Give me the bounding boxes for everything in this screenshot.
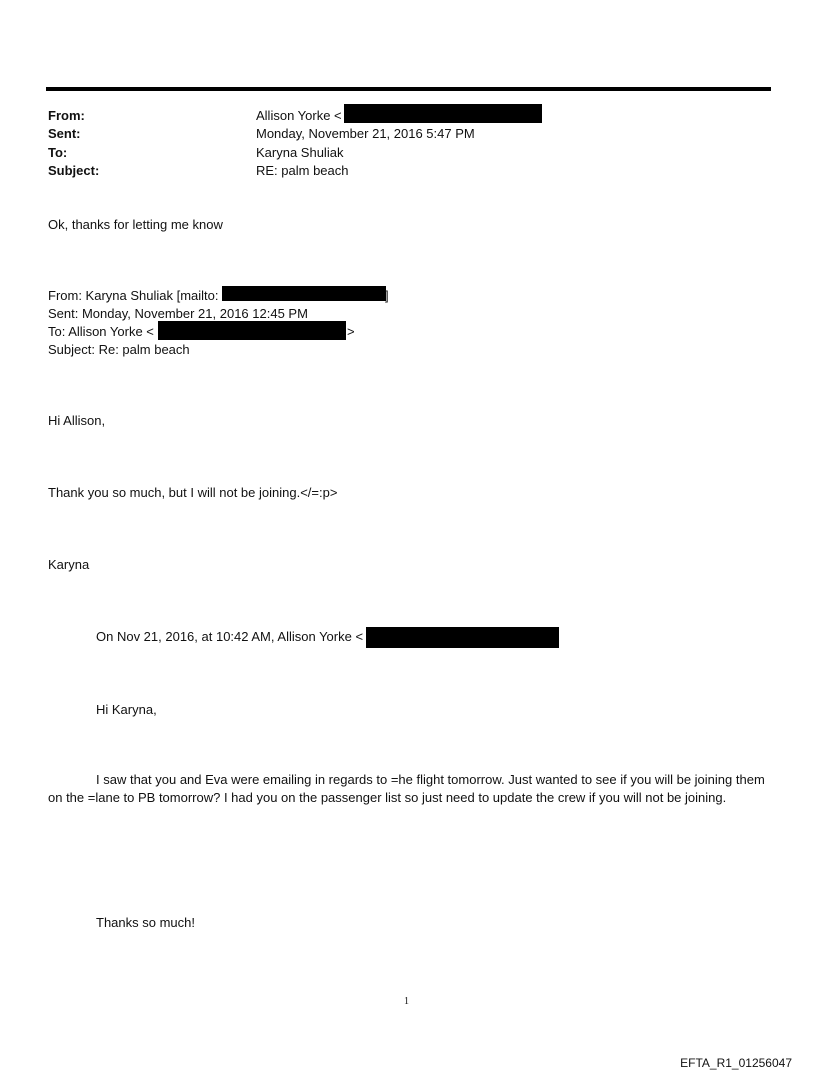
quoted1-sent: Sent: Monday, November 21, 2016 12:45 PM <box>48 306 308 321</box>
page-number: 1 <box>404 996 409 1007</box>
to-label: To: <box>48 145 68 160</box>
quoted1-to-close: > <box>347 324 355 339</box>
signoff-karyna: Karyna <box>48 557 90 572</box>
document-id: EFTA_R1_01256047 <box>680 1056 792 1070</box>
redaction-quoted2-email <box>366 627 559 648</box>
greeting-karyna: Hi Karyna, <box>96 702 157 717</box>
subject-label: Subject: <box>48 163 100 178</box>
quoted1-to: To: Allison Yorke < <box>48 324 154 339</box>
to-value: Karyna Shuliak <box>256 145 344 160</box>
header-rule <box>46 87 771 91</box>
quoted1-subject: Subject: Re: palm beach <box>48 342 190 357</box>
redaction-from-email <box>344 104 542 123</box>
redaction-quoted1-email <box>222 286 386 301</box>
reply-body: Ok, thanks for letting me know <box>48 217 223 232</box>
from-value: Allison Yorke < <box>256 108 342 123</box>
redaction-quoted1-to-email <box>158 321 346 340</box>
quoted1-from-text: From: Karyna Shuliak [mailto: <box>48 288 219 303</box>
sent-value: Monday, November 21, 2016 5:47 PM <box>256 126 475 141</box>
greeting-allison: Hi Allison, <box>48 413 106 428</box>
quoted2-body: I saw that you and Eva were emailing in regards to =he flight tomorrow. Just wanted to see if you will be joining them on the =lane to PB tomorrow? I had you on the passenger list so just need to update the crew if you will not be joining. <box>48 772 765 805</box>
quoted1-from-close: ] <box>385 288 389 303</box>
body-not-joining: Thank you so much, but I will not be joining.</=:p> <box>48 485 338 500</box>
quoted1-from <box>48 288 219 303</box>
closing-thanks: Thanks so much! <box>96 915 195 930</box>
quoted2-intro: On Nov 21, 2016, at 10:42 AM, Allison Yorke < <box>96 629 364 644</box>
from-label: From: <box>48 108 85 123</box>
subject-value: RE: palm beach <box>256 163 349 178</box>
sent-label: Sent: <box>48 126 81 141</box>
